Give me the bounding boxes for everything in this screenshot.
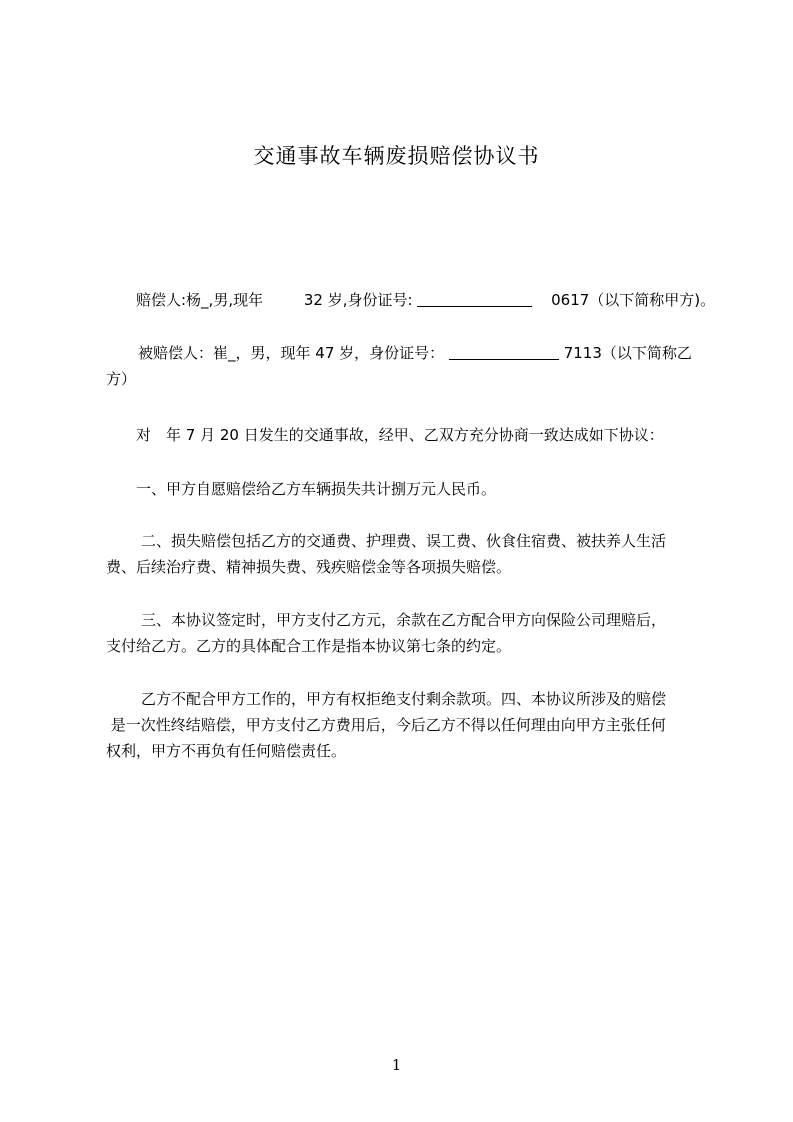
clause-1-paragraph <box>106 476 712 502</box>
preamble-text: 对 年 7 月 20 日发生的交通事故，经甲、乙双方充分协商一致达成如下协议： <box>136 426 664 444</box>
clause-3-paragraph <box>106 607 712 659</box>
preamble-paragraph <box>106 422 712 448</box>
clause-4-line1: 乙方不配合甲方工作的，甲方有权拒绝支付剩余款项。四、本协议所涉及的赔偿 <box>141 690 667 708</box>
clause-1-text: 一、甲方自愿赔偿给乙方车辆损失共计捌万元人民币。 <box>136 480 497 498</box>
clause-2-paragraph <box>106 528 712 580</box>
party-b-line2: 方） <box>106 370 137 388</box>
party-b-paragraph <box>106 340 712 392</box>
page-number: 1 <box>391 1056 402 1074</box>
clause-2-line1: 二、损失赔偿包括乙方的交通费、护理费、误工费、伙食住宿费、被扶养人生活 <box>141 532 667 550</box>
document-title: 交通事故车辆废损赔偿协议书 <box>253 144 540 168</box>
clause-4-paragraph <box>106 686 712 764</box>
clause-2-line2: 费、后续治疗费、精神损失费、残疾赔偿金等各项损失赔偿。 <box>106 558 512 576</box>
party-b-intro: 被赔偿人：崔_，男，现年 47 岁，身份证号： <box>138 344 445 362</box>
party-a-paragraph <box>106 287 716 313</box>
clause-4-line3: 权利，甲方不再负有任何赔偿责任。 <box>106 742 347 760</box>
party-a-id-blank <box>417 291 532 307</box>
party-a-id-suffix: 0617（以下简称甲方)。 <box>551 291 716 309</box>
party-b-id-blank <box>449 344 559 360</box>
clause-3-line1: 三、本协议签定时，甲方支付乙方元，余款在乙方配合甲方向保险公司理赔后， <box>141 611 667 629</box>
clause-3-line2: 支付给乙方。乙方的具体配合工作是指本协议第七条的约定。 <box>106 637 512 655</box>
party-a-intro: 赔偿人:杨_,男,现年 <box>136 291 264 309</box>
party-a-age: 32 岁,身份证号: <box>303 291 413 309</box>
clause-4-line2: 是一次性终结赔偿，甲方支付乙方费用后，今后乙方不得以任何理由向甲方主张任何 <box>106 716 666 734</box>
party-b-id-suffix: 7113（以下简称乙 <box>563 344 692 362</box>
